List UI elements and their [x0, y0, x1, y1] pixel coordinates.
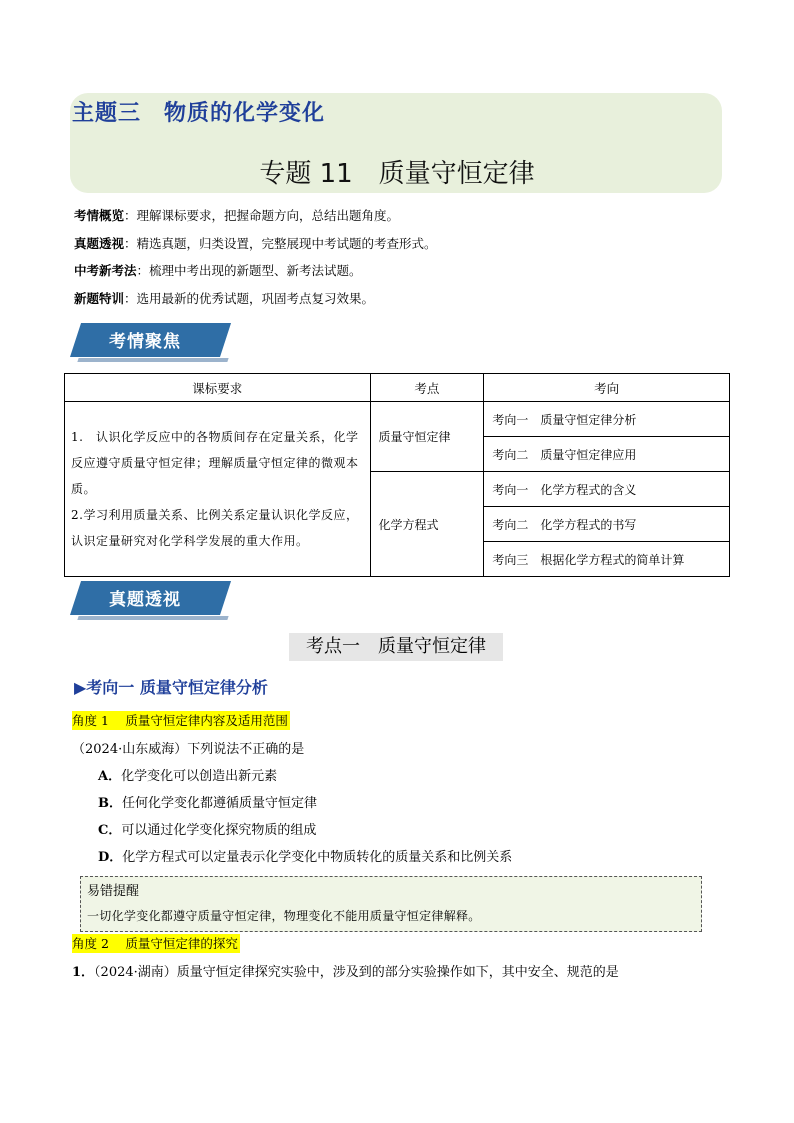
- option-text: 化学变化可以创造出新元素: [121, 769, 278, 784]
- requirement-paragraph: 1. 认识化学反应中的各物质间存在定量关系，化学反应遵守质量守恒定律；理解质量守恒定律的微观本质。: [71, 430, 359, 496]
- question-text: （2024·湖南）质量守恒定律探究实验中，涉及到的部分实验操作如下，其中安全、规范的是: [94, 965, 619, 980]
- intro-text: ：选用最新的优秀试题，巩固考点复习效果。: [124, 290, 375, 306]
- table-header: 考向: [484, 374, 730, 402]
- intro-label: 真题透视: [74, 235, 125, 251]
- table-row: [65, 402, 730, 437]
- angle-2-label: 角度 2 质量守恒定律的探究: [72, 936, 238, 951]
- banner-label: 真题透视: [109, 590, 181, 610]
- intro-line: [74, 206, 437, 234]
- table-header: 考点: [370, 374, 484, 402]
- table-header: 课标要求: [65, 374, 371, 402]
- banner-label: 考情聚焦: [109, 332, 181, 352]
- direction-cell: 考向一 化学方程式的含义: [484, 472, 730, 507]
- option-letter: C．: [98, 823, 122, 838]
- theme-title: 主题三 物质的化学变化: [72, 101, 326, 126]
- intro-section: [74, 206, 437, 316]
- option-d: [98, 846, 512, 865]
- point-cell: 化学方程式: [370, 472, 484, 577]
- banner-focus: [70, 320, 228, 364]
- intro-label: 考情概览: [74, 208, 125, 223]
- requirements-table: [64, 373, 730, 577]
- direction-cell: 考向二 质量守恒定律应用: [484, 437, 730, 472]
- option-text: 化学方程式可以定量表示化学变化中物质转化的质量关系和比例关系: [122, 850, 513, 865]
- option-letter: B．: [98, 796, 122, 811]
- direction-title: ▶考向一 质量守恒定律分析: [74, 678, 268, 697]
- intro-text: ：理解课标要求，把握命题方向，总结出题角度。: [124, 208, 400, 223]
- option-letter: D．: [98, 850, 123, 865]
- option-c: [98, 819, 316, 838]
- tip-body: 一切化学变化都遵守质量守恒定律，物理变化不能用质量守恒定律解释。: [87, 909, 481, 923]
- option-b: [98, 792, 317, 811]
- direction-cell: 考向一 质量守恒定律分析: [484, 402, 730, 437]
- intro-label: 新题特训: [74, 290, 125, 306]
- banner-strip: [77, 358, 228, 362]
- topic-title: 专题 11 质量守恒定律: [259, 159, 535, 189]
- tip-title: 易错提醒: [87, 884, 140, 899]
- intro-line: [74, 289, 437, 317]
- option-text: 任何化学变化都遵循质量守恒定律: [122, 796, 318, 811]
- intro-text: ：梳理中考出现的新题型、新考法试题。: [136, 263, 362, 278]
- direction-cell: 考向三 根据化学方程式的简单计算: [484, 542, 730, 577]
- direction-cell: 考向二 化学方程式的书写: [484, 507, 730, 542]
- kaodian-title: 考点一 质量守恒定律: [289, 633, 503, 661]
- angle-1-label: 角度 1 质量守恒定律内容及适用范围: [72, 713, 288, 728]
- banner-strip: [77, 616, 228, 620]
- question-2: [72, 961, 619, 980]
- error-tip-box: [80, 876, 702, 932]
- requirement-paragraph: 2.学习利用质量关系、比例关系定量认识化学反应，认识定量研究对化学科学发展的重大作用。: [71, 508, 359, 548]
- banner-real: [70, 578, 228, 622]
- option-a: [98, 765, 277, 784]
- intro-line: [74, 261, 437, 289]
- table-header-row: [65, 374, 730, 402]
- option-letter: A．: [98, 769, 122, 784]
- requirement-text: [71, 424, 364, 554]
- intro-line: [74, 234, 437, 262]
- option-text: 可以通过化学变化探究物质的组成: [121, 823, 317, 838]
- requirement-cell: [65, 402, 371, 577]
- question-1: （2024·山东威海）下列说法不正确的是: [72, 742, 305, 757]
- point-cell: 质量守恒定律: [370, 402, 484, 472]
- intro-text: ：精选真题，归类设置，完整展现中考试题的考查形式。: [124, 235, 437, 251]
- question-number: 1．: [72, 965, 95, 980]
- intro-label: 中考新考法: [74, 263, 137, 278]
